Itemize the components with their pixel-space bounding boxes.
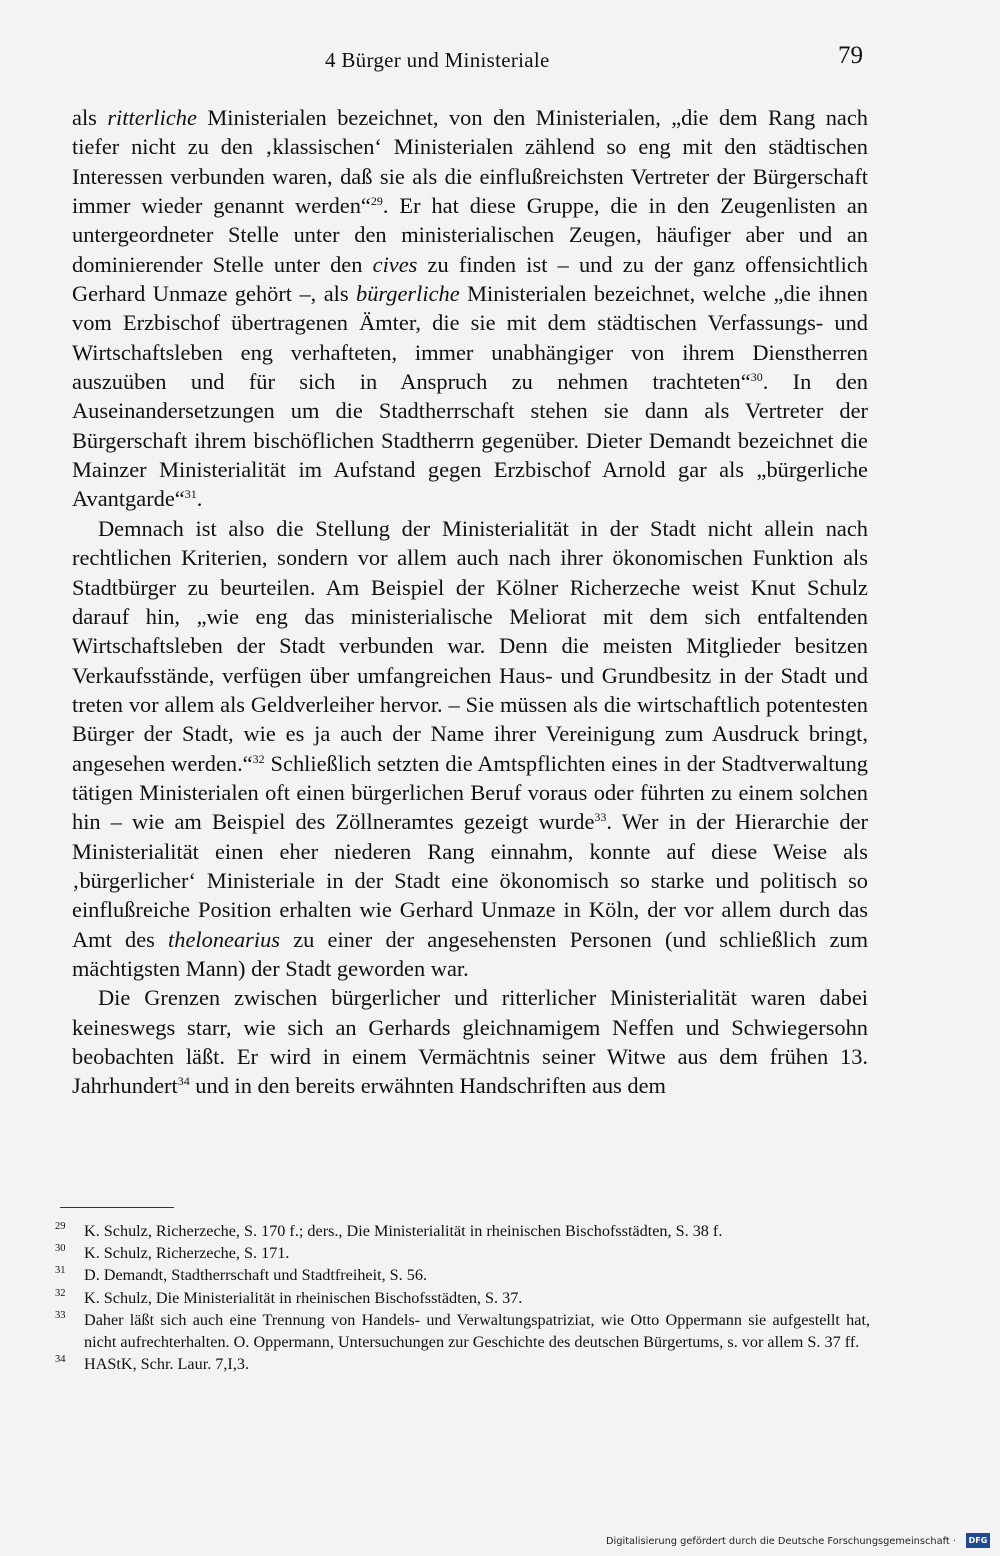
text-run: Ministerialen bezeichnet, von den Ministerialen, „die dem Rang nach tiefer nicht zu den ‚klassischen‘ Ministerialen zählend so eng mit den städtischen Interessen verbunden waren, daß sie als die einflußreichsten Vertreter der Bürgerschaft immer wieder genannt werden“	[72, 105, 868, 219]
footnote-text: Daher läßt sich auch eine Trennung von Handels- und Verwaltungspatriziat, wie Otto Oppermann sie aufgestellt hat, nicht aufrechterhalten. O. Oppermann, Untersuchungen zur Geschichte des deutschen Bürgertums, s. vor allem S. 37 ff.	[84, 1310, 870, 1352]
paragraph-2	[72, 514, 868, 984]
text-run: .	[196, 486, 203, 512]
footnote	[55, 1353, 870, 1375]
footnote-number: 29	[55, 1221, 66, 1232]
footnote-ref: 32	[252, 751, 265, 766]
footnote-ref: 31	[184, 487, 197, 502]
text-run: Ministerialen bezeichnet, welche „die ihnen vom Erzbischof übertragenen Ämter, die sie mit dem städtischen Verfassungs- und Wirtschaftsleben eng verhafteten, immer unabhängiger von ihrem Dienstherren auszuüben und für sich in Anspruch zu nehmen trachteten“	[72, 281, 868, 395]
italic-term: cives	[372, 251, 418, 277]
text-run: . Er hat diese Gruppe, die in den Zeugenlisten an untergeordneter Stelle unter den ministerialischen Zeugen, häufiger aber und an dominierender Stelle unter den	[72, 193, 868, 277]
text-run: . In den Auseinandersetzungen um die Stadtherrschaft stehen sie dann als Vertreter der Bürgerschaft ihrem bischöflichen Stadtherrn gegenüber. Dieter Demandt bezeichnet die Mainzer Ministerialität im Aufstand gegen Erzbischof Arnold gar als „bürgerliche Avantgarde“	[72, 369, 869, 512]
footnote-number: 30	[55, 1243, 66, 1255]
text-run: als	[72, 105, 108, 130]
text-run: . Wer in der Hierarchie der Ministerialität einen eher niederen Rang einnahm, konnte auf diese Weise als ‚bürgerlicher‘ Ministeriale in der Stadt eine ökonomisch so starke und politisch so einflußreiche Position erhalten wie Gerhard Unmaze in Köln, der vor allem durch das Amt des	[72, 809, 868, 952]
text-run: zu einer der angesehensten Personen (und schließlich zum mächtigsten Mann) der Stadt geworden war.	[72, 926, 868, 981]
footnote-text: D. Demandt, Stadtherrschaft und Stadtfreiheit, S. 56.	[84, 1266, 428, 1285]
footnote-number: 33	[55, 1309, 66, 1321]
footnote-number: 34	[55, 1354, 66, 1366]
footnote	[55, 1264, 870, 1286]
footnote	[55, 1287, 870, 1309]
footnote-text: K. Schulz, Die Ministerialität in rheinischen Bischofsstädten, S. 37.	[84, 1288, 523, 1307]
footnote-text: K. Schulz, Richerzeche, S. 171.	[84, 1244, 290, 1263]
text-run: Die Grenzen zwischen bürgerlicher und ritterlicher Ministerialität waren dabei keineswegs starr, wie sich an Gerhards gleichnamigem Neffen und Schwiegersohn beobachten läßt. Er wird in einem Vermächtnis seiner Witwe aus dem frühen 13. Jahrhundert	[72, 985, 868, 1099]
italic-term: thelonearius	[168, 926, 280, 952]
footnote	[55, 1242, 870, 1264]
text-run: zu finden ist – und zu der ganz offensichtlich Gerhard Unmaze gehört –, als	[72, 251, 868, 307]
footnote-ref: 34	[177, 1074, 190, 1089]
footnote-divider	[60, 1207, 174, 1208]
footnote-ref: 30	[750, 370, 763, 385]
italic-term: ritterliche	[107, 105, 197, 130]
footnotes	[55, 1220, 870, 1375]
text-run: Schließlich setzten die Amtspflichten eines in der Stadtverwaltung tätigen Ministerialen oft einen bürgerlichen Beruf voraus oder führten zu einem solchen hin – wie am Beispiel des Zöllneramtes gezeigt wurde	[72, 750, 868, 835]
paragraph-3	[72, 983, 868, 1100]
dfg-logo: DFG	[966, 1533, 990, 1548]
footnote	[55, 1309, 870, 1353]
body-text	[72, 103, 868, 1101]
page-number: 79	[838, 42, 863, 69]
chapter-title: 4 Bürger und Ministeriale	[325, 48, 550, 72]
page-header	[0, 40, 1000, 80]
footnote-number: 31	[55, 1265, 66, 1277]
paragraph-1	[72, 103, 868, 514]
text-run: und in den bereits erwähnten Handschriften aus dem	[189, 1073, 666, 1099]
italic-term: bürgerliche	[356, 281, 460, 307]
digitization-credit: Digitalisierung gefördert durch die Deutsche Forschungsgemeinschaft ·	[606, 1536, 956, 1547]
footnote-ref: 29	[370, 194, 383, 209]
footnote-ref: 33	[594, 810, 607, 825]
footnote	[55, 1220, 870, 1242]
footnote-text: K. Schulz, Richerzeche, S. 170 f.; ders., Die Ministerialität in rheinischen Bischofsstädten, S. 38 f.	[84, 1222, 723, 1240]
footnote-number: 32	[55, 1287, 66, 1299]
footnote-text: HAStK, Schr. Laur. 7,I,3.	[84, 1355, 250, 1374]
text-run: Demnach ist also die Stellung der Ministerialität in der Stadt nicht allein nach rechtlichen Kriterien, sondern vor allem auch nach ihrer ökonomischen Funktion als Stadtbürger zu beurteilen. Am Beispiel der Kölner Richerzeche weist Knut Schulz darauf hin, „wie eng das ministerialische Meliorat mit dem sich entfaltenden Wirtschaftsleben der Stadt verbunden war. Denn die meisten Mitglieder besitzen Verkaufsstände, verfügen über umfangreichen Haus- und Grundbesitz in der Stadt und treten vor allem als Geldverleiher hervor. – Sie müssen als die wirtschaftlich potentesten Bürger der Stadt, wie es ja auch der Name ihrer Vereinigung zum Ausdruck bringt, angesehen werden.“	[72, 515, 868, 776]
